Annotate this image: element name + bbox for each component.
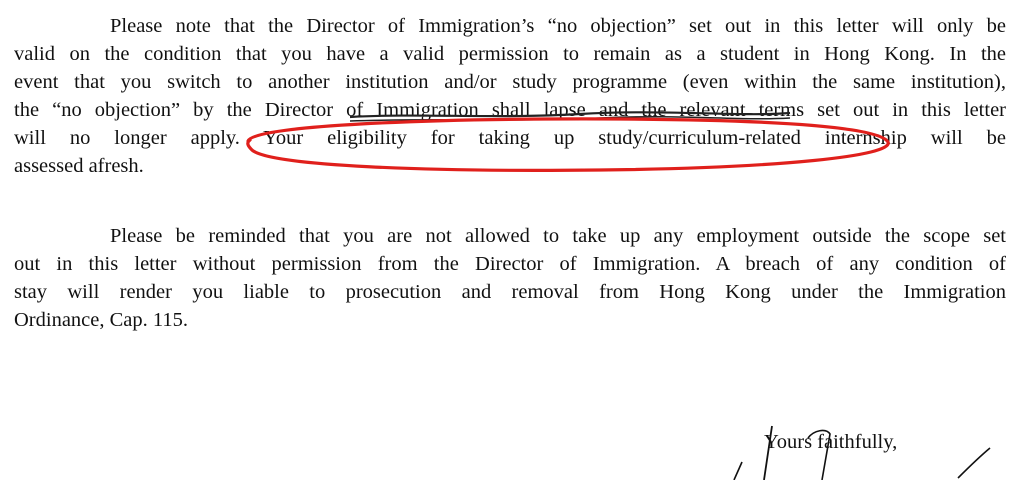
- paragraph-line: valid on the condition that you have a valid permission to remain as a student in Hong Kong. In the: [14, 43, 1006, 65]
- signature-block: [720, 410, 1020, 480]
- paragraph-line-highlighted: will no longer apply. Your eligibility for taking up study/curriculum-related internship will be: [14, 127, 1006, 149]
- paragraph-line: Ordinance, Cap. 115.: [14, 309, 189, 331]
- paragraph-line: Please be reminded that you are not allowed to take up any employment outside the scope set: [110, 225, 1006, 247]
- paragraph-line: the “no objection” by the Director of Immigration shall lapse and the relevant terms set out in this letter: [14, 99, 1006, 121]
- paragraph-employment-reminder: [14, 222, 1006, 334]
- paragraph-line: event that you switch to another institution and/or study programme (even within the same institution),: [14, 71, 1006, 93]
- paragraph-no-objection-conditions: [14, 12, 1006, 180]
- paragraph-line: assessed afresh.: [14, 155, 144, 177]
- closing-salutation: Yours faithfully,: [764, 431, 898, 453]
- paragraph-line: stay will render you liable to prosecution and removal from Hong Kong under the Immigration: [14, 281, 1006, 303]
- paragraph-line: out in this letter without permission from the Director of Immigration. A breach of any condition of: [14, 253, 1006, 275]
- paragraph-line: Please note that the Director of Immigration’s “no objection” set out in this letter will only be: [110, 15, 1006, 37]
